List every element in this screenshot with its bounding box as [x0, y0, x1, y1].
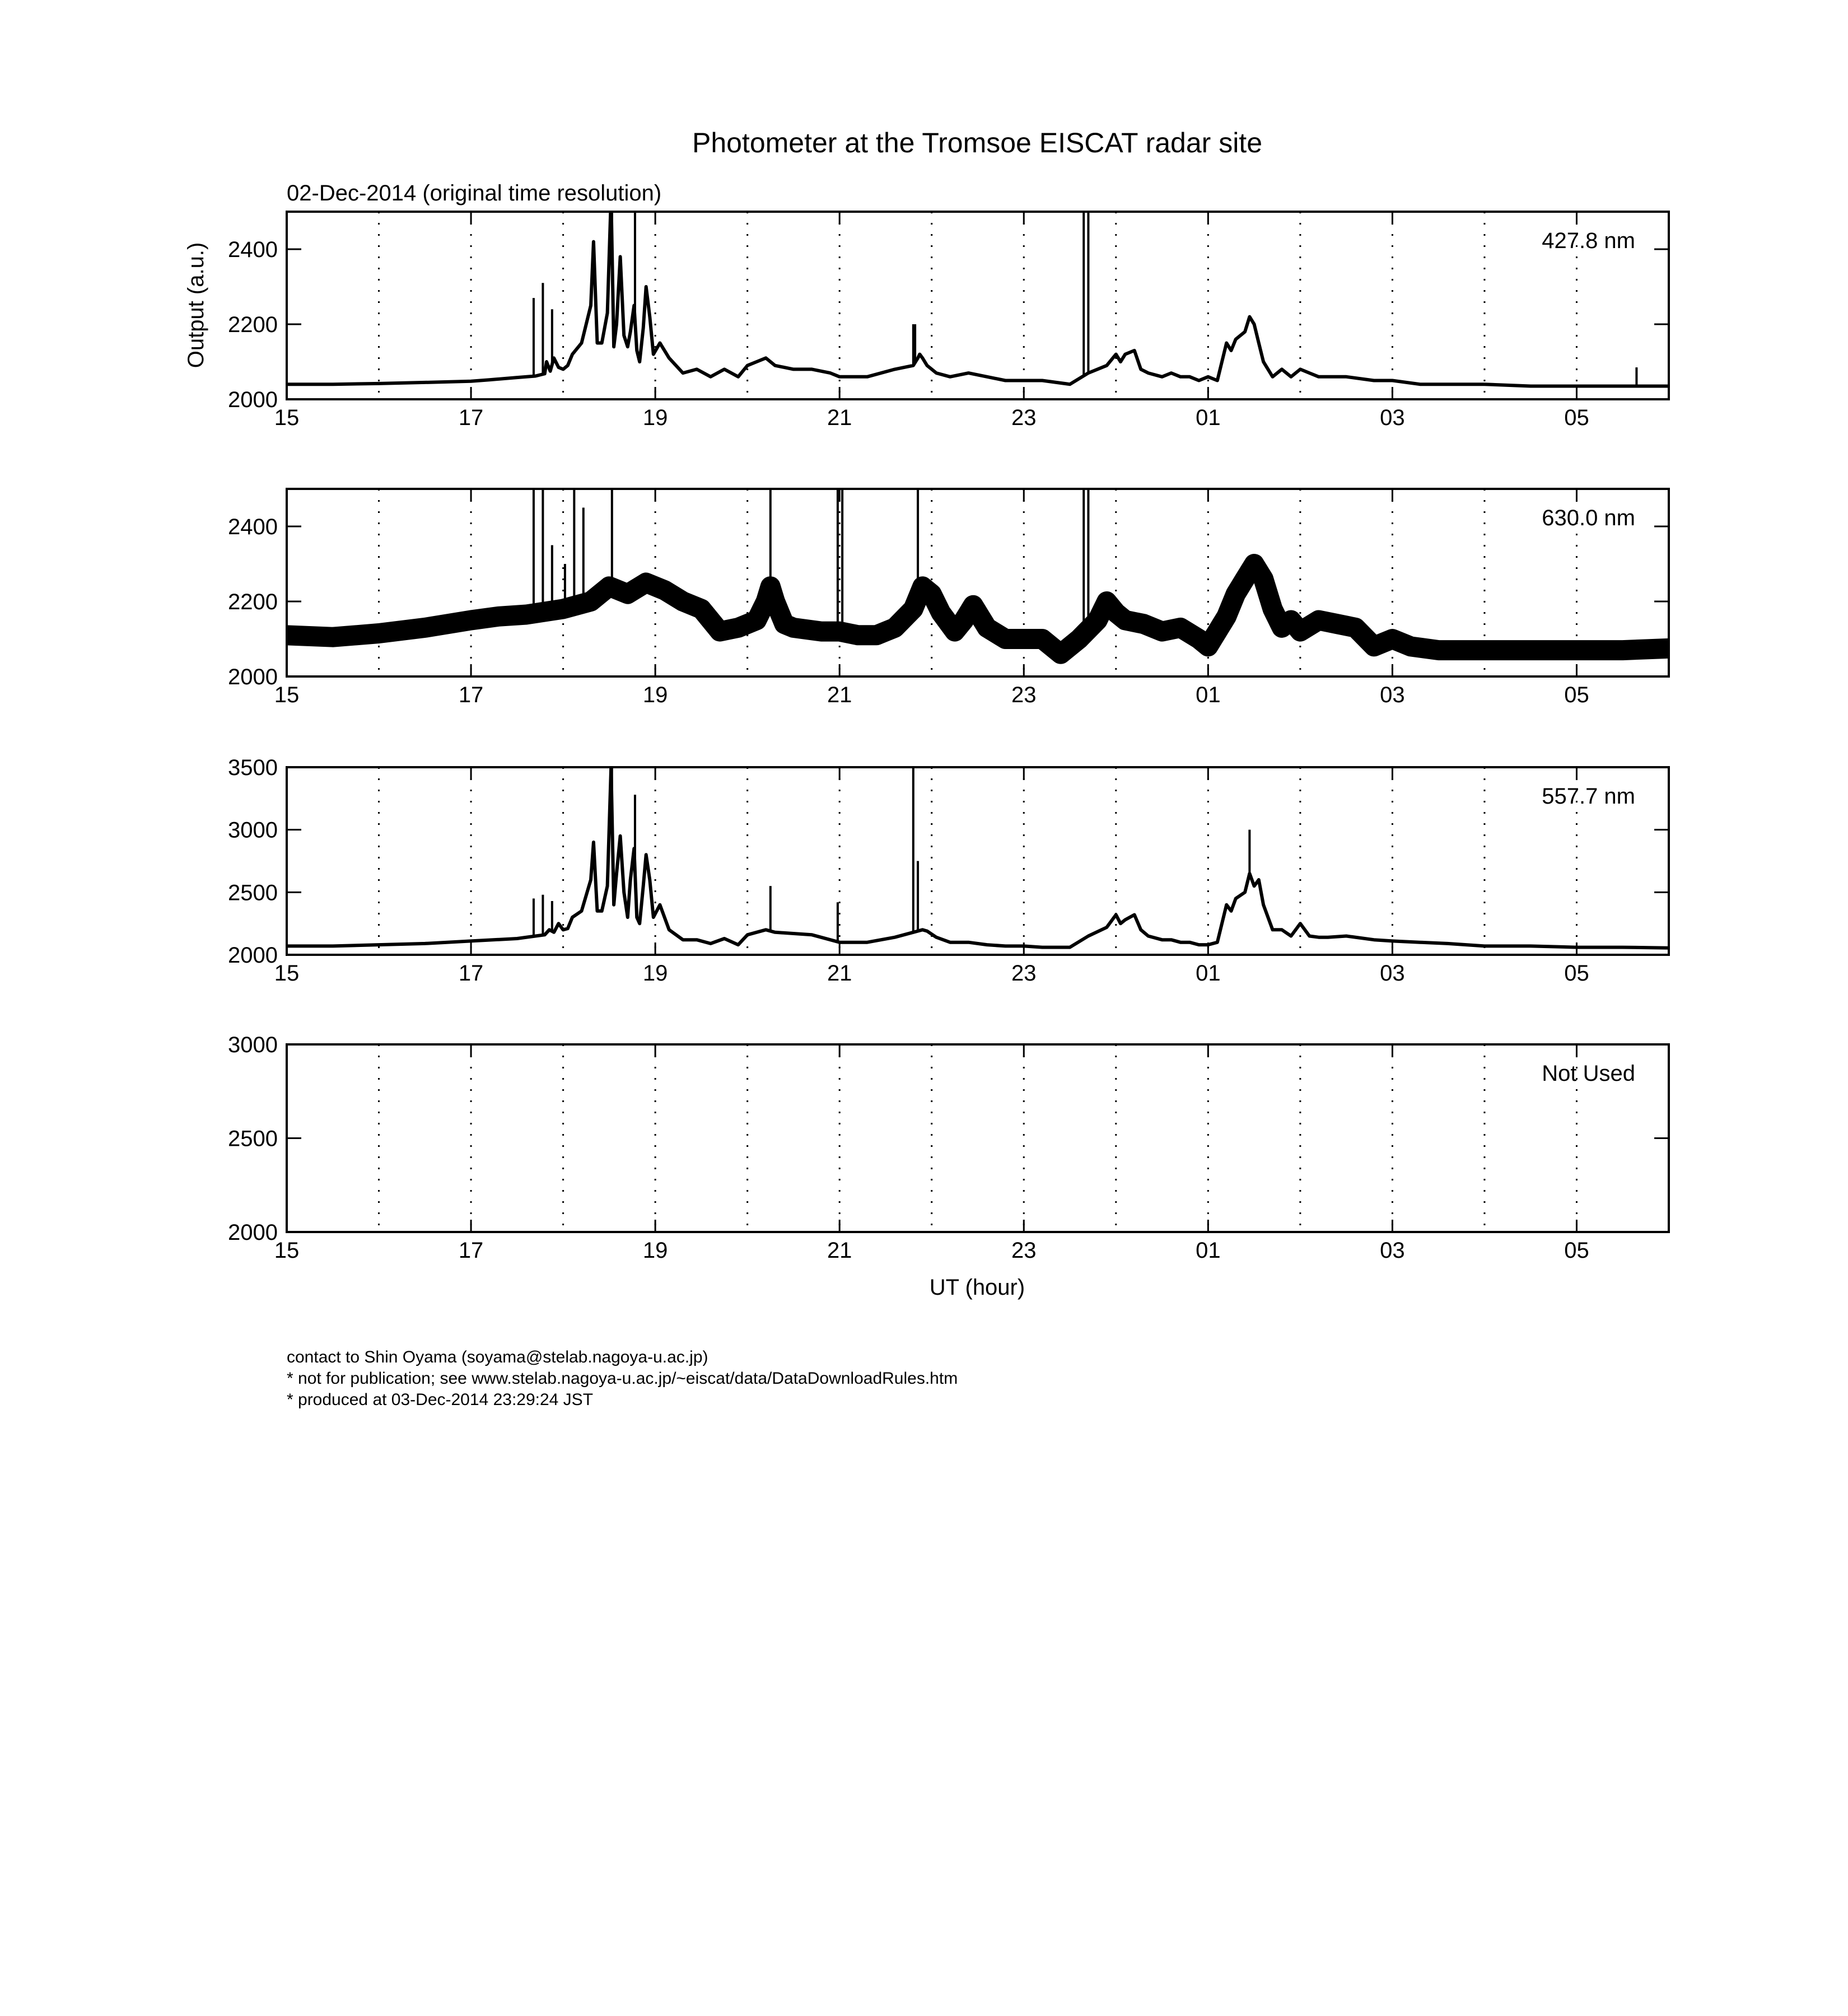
y-tick-label: 2500 [228, 1126, 278, 1151]
panel-557nm [228, 755, 1669, 986]
y-tick-label: 2200 [228, 590, 278, 614]
x-tick-label: 21 [827, 405, 852, 430]
x-tick-label: 21 [827, 683, 852, 707]
x-tick-label: 03 [1380, 961, 1405, 986]
x-tick-label: 17 [458, 961, 484, 986]
y-tick-label: 3000 [228, 818, 278, 843]
axes-frame [287, 1044, 1669, 1232]
axes-frame [287, 212, 1669, 399]
x-tick-label: 15 [274, 961, 300, 986]
x-tick-label: 05 [1564, 961, 1589, 986]
y-tick-label: 3500 [228, 755, 278, 780]
y-tick-label: 2000 [228, 943, 278, 968]
panel-not-used [228, 1033, 1669, 1263]
x-tick-label: 23 [1011, 405, 1037, 430]
footer-contact: contact to Shin Oyama (soyama@stelab.nagoya-u.ac.jp) [287, 1348, 708, 1366]
x-tick-label: 17 [458, 1238, 484, 1263]
x-tick-label: 19 [642, 961, 668, 986]
y-tick-label: 2000 [228, 1220, 278, 1245]
y-axis-label: Output (a.u.) [184, 242, 208, 368]
x-tick-label: 15 [274, 683, 300, 707]
y-tick-label: 2000 [228, 665, 278, 689]
y-tick-label: 2400 [228, 515, 278, 539]
figure-title: Photometer at the Tromsoe EISCAT radar site [692, 127, 1263, 158]
series-band [287, 197, 1669, 386]
x-tick-label: 23 [1011, 961, 1037, 986]
x-tick-label: 17 [458, 405, 484, 430]
series-band [287, 564, 1669, 654]
x-tick-label: 01 [1196, 961, 1221, 986]
footer-produced-at: * produced at 03-Dec-2014 23:29:24 JST [287, 1390, 594, 1409]
panel-label: Not Used [1542, 1061, 1635, 1086]
x-tick-label: 23 [1011, 683, 1037, 707]
panel-label: 630.0 nm [1542, 506, 1635, 530]
x-tick-label: 05 [1564, 405, 1589, 430]
footer-publication-note: * not for publication; see www.stelab.nagoya-u.ac.jp/~eiscat/data/DataDownloadRules.htm [287, 1369, 958, 1388]
x-tick-label: 03 [1380, 683, 1405, 707]
panel-label: 427.8 nm [1542, 228, 1635, 253]
figure-subtitle: 02-Dec-2014 (original time resolution) [287, 181, 662, 206]
y-tick-label: 2500 [228, 880, 278, 906]
x-tick-label: 15 [274, 1238, 300, 1263]
axes-frame [287, 767, 1669, 955]
x-tick-label: 21 [827, 961, 852, 986]
y-tick-label: 2200 [228, 312, 278, 337]
x-tick-label: 19 [642, 683, 668, 707]
x-tick-label: 01 [1196, 405, 1221, 430]
y-tick-label: 3000 [228, 1033, 278, 1057]
x-tick-label: 01 [1196, 1238, 1221, 1263]
y-tick-label: 2000 [228, 388, 278, 412]
series-band [287, 767, 1669, 948]
x-tick-label: 19 [642, 1238, 668, 1263]
x-tick-label: 17 [458, 683, 484, 707]
panel-630nm [228, 489, 1669, 707]
x-tick-label: 21 [827, 1238, 852, 1263]
x-tick-label: 23 [1011, 1238, 1037, 1263]
x-axis-label: UT (hour) [929, 1275, 1025, 1300]
x-tick-label: 03 [1380, 1238, 1405, 1263]
series-line [287, 197, 1669, 386]
x-tick-label: 15 [274, 405, 300, 430]
x-tick-label: 01 [1196, 683, 1221, 707]
x-tick-label: 05 [1564, 1238, 1589, 1263]
x-tick-label: 19 [642, 405, 668, 430]
series-line [287, 767, 1669, 948]
x-tick-label: 03 [1380, 405, 1405, 430]
panel-label: 557.7 nm [1542, 784, 1635, 809]
y-tick-label: 2400 [228, 237, 278, 262]
panel-427nm [228, 197, 1669, 430]
footer-notes [287, 1347, 958, 1411]
x-tick-label: 05 [1564, 683, 1589, 707]
